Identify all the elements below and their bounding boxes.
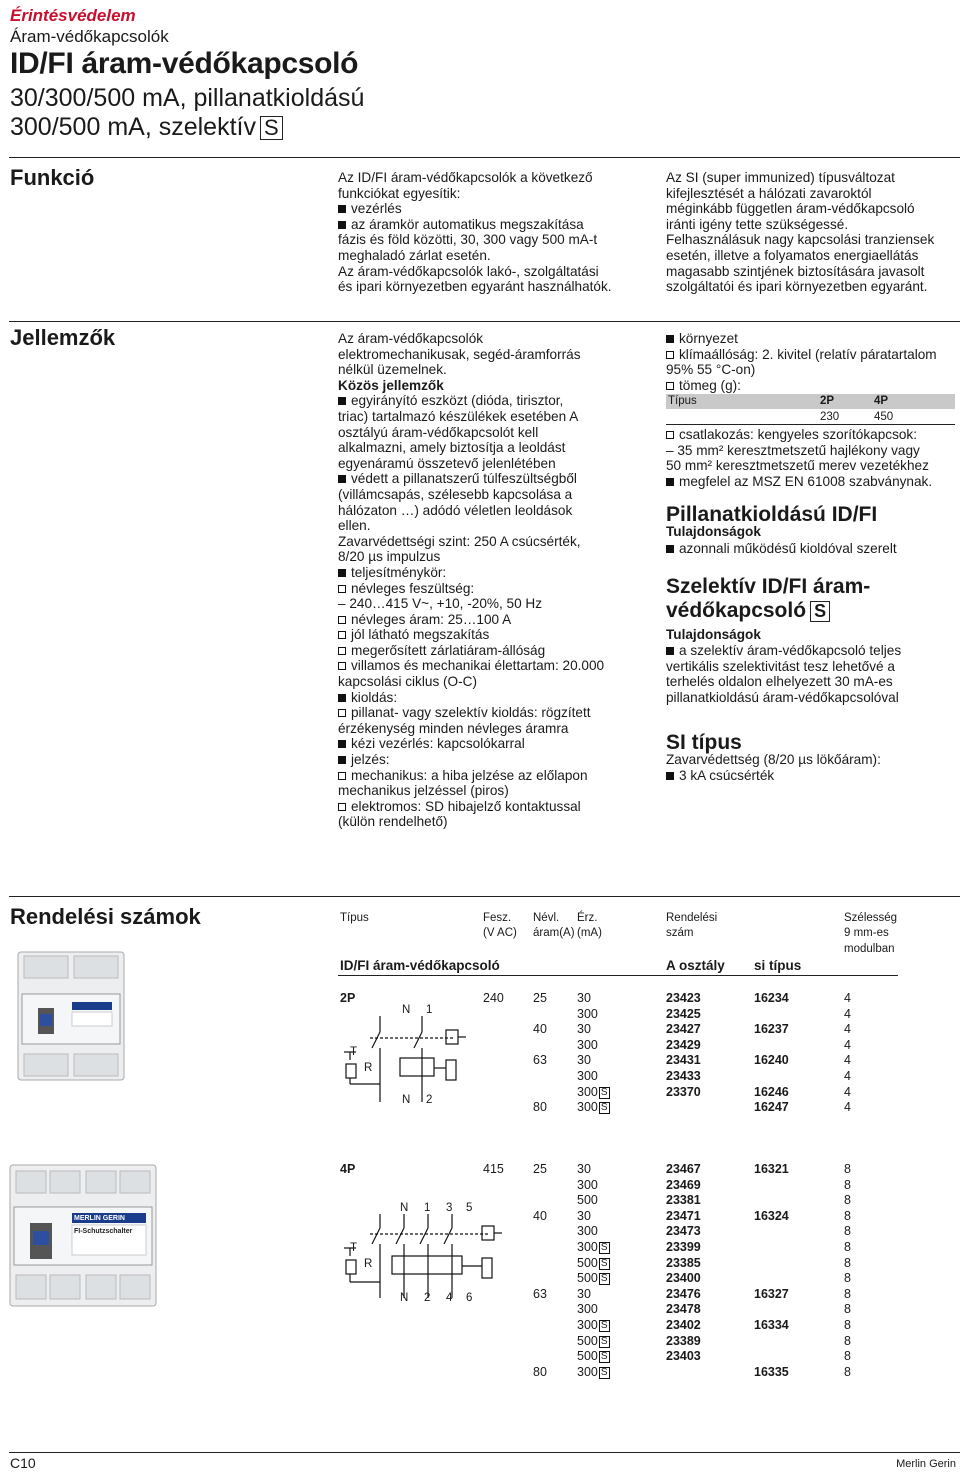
order-subheader: [338, 957, 898, 976]
order-si-cell: 16234: [754, 991, 789, 1005]
text-line: 8/20 µs impulzus: [338, 549, 441, 565]
order-table-header: [338, 911, 898, 955]
selective-s-symbol: S: [810, 601, 830, 622]
sub-bullet-item: klímaállóság: 2. kivitel (relatív páratartalom: [666, 347, 960, 363]
table-row: [338, 1363, 898, 1379]
order-a-cell: 23381: [666, 1193, 701, 1208]
order-a-cell: 23471: [666, 1208, 701, 1223]
text-line: – 35 mm² keresztmetszetű hajlékony vagy: [666, 442, 920, 458]
text-line: fázis és föld közötti, 30, 300 vagy 500 mA-t: [338, 232, 598, 248]
text-line: 50 mm² keresztmetszetű merev vezetékhez: [666, 458, 929, 474]
text-line: nélkül üzemelnek.: [338, 362, 447, 378]
text-line: Felhasználásuk nagy kapcsolási tranziensek: [666, 232, 935, 248]
order-a-cell: 23423: [666, 991, 701, 1005]
width-cell: 4: [844, 1022, 851, 1037]
subcategory-label: Áram-védőkapcsolók: [10, 27, 169, 46]
weight-head-2p: 2P: [820, 395, 835, 407]
weight-head-4p: 4P: [874, 395, 889, 407]
width-cell: 4: [844, 1037, 851, 1052]
order-si-cell: 16240: [754, 1053, 789, 1068]
sensitivity-cell: 300 S: [577, 1239, 608, 1254]
subtitle-1: 30/300/500 mA, pillanatkioldású: [10, 84, 365, 112]
text-line: funkciókat egyesítik:: [338, 185, 461, 201]
szelektiv-title-1: Szelektív ID/FI áram-: [666, 575, 871, 598]
width-cell: 8: [844, 1162, 851, 1176]
order-si-cell: 16324: [754, 1208, 789, 1223]
weight-4p-value: 450: [874, 411, 894, 423]
col-head-order: Rendelési: [666, 912, 718, 924]
order-a-cell: 23389: [666, 1333, 701, 1348]
bullet-item: kioldás:: [338, 690, 648, 706]
selective-s-symbol: S: [600, 1366, 608, 1378]
text-line: pillanatkioldású áram-védőkapcsolóval: [666, 689, 899, 705]
section-title-jellemzok: Jellemzők: [10, 325, 116, 350]
weight-table-row: [666, 409, 955, 425]
col-head-current-unit: áram(A): [533, 927, 575, 939]
sensitivity-cell: 30: [577, 991, 591, 1005]
weight-table: [666, 394, 955, 425]
order-si-cell: 16246: [754, 1084, 789, 1099]
table-row: [338, 1347, 898, 1363]
amp-cell: 25: [533, 991, 547, 1005]
width-cell: 4: [844, 1053, 851, 1068]
divider: [9, 157, 960, 158]
text-line: Az SI (super immunized) típusváltozat: [666, 170, 895, 185]
sensitivity-cell: 300: [577, 1068, 598, 1083]
szelektiv-title-2-text: védőkapcsoló: [666, 599, 807, 622]
sub-bullet-item: névleges áram: 25…100 A: [338, 612, 648, 628]
bullet-item: egyirányító eszközt (dióda, tirisztor,: [338, 393, 648, 409]
sensitivity-cell: 30: [577, 1208, 591, 1223]
amp-cell: 40: [533, 1208, 547, 1223]
sub-bullet-item: tömeg (g):: [666, 378, 960, 394]
sensitivity-cell: 300 S: [577, 1317, 608, 1332]
order-si-cell: 16334: [754, 1317, 789, 1332]
width-cell: 8: [844, 1364, 851, 1379]
bullet-item: vezérlés: [338, 201, 648, 217]
amp-cell: 25: [533, 1162, 547, 1176]
subhead-name: ID/FI áram-védőkapcsoló: [340, 958, 500, 973]
divider: [9, 321, 960, 322]
col-head-current: Névl.: [533, 912, 560, 924]
subtitle-2-text: 300/500 mA, szelektív: [10, 113, 256, 141]
order-a-cell: 23478: [666, 1302, 701, 1317]
product-image-4p: [8, 1163, 158, 1308]
order-si-cell: 16327: [754, 1286, 789, 1301]
text-line: Az áram-védőkapcsolók: [338, 331, 484, 346]
diag4-t-label: T: [350, 1242, 358, 1254]
sensitivity-cell: 300: [577, 1037, 598, 1052]
width-cell: 8: [844, 1255, 851, 1270]
sub-bullet-item: névleges feszültség:: [338, 581, 648, 597]
width-cell: 8: [844, 1224, 851, 1239]
col-head-sensitivity-unit: (mA): [577, 927, 602, 939]
width-cell: 8: [844, 1177, 851, 1192]
text-line: – 240…415 V~, +10, -20%, 50 Hz: [338, 596, 543, 612]
pillanat-title: Pillanatkioldású ID/FI: [666, 503, 878, 526]
selective-s-symbol: S: [600, 1335, 608, 1347]
subhead-si-type: si típus: [754, 958, 802, 973]
order-si-cell: 16237: [754, 1022, 789, 1037]
width-cell: 4: [844, 1006, 851, 1021]
sub-bullet-item: megerősített zárlatiáram-állóság: [338, 643, 648, 659]
szelektiv-items: [666, 643, 960, 705]
page-number: C10: [10, 1455, 36, 1471]
selective-s-symbol: S: [600, 1086, 608, 1098]
group-2p-type: 2P: [340, 991, 356, 1005]
funkcio-column-1: [338, 170, 648, 295]
wiring-diagram-2p: [342, 1002, 482, 1112]
col-head-width-3: modulban: [844, 943, 895, 955]
bullet-item: környezet: [666, 331, 960, 347]
divider: [9, 1452, 960, 1453]
diag-t-label: T: [350, 1046, 358, 1058]
diag4-5-label: 5: [466, 1202, 473, 1214]
amp-cell: 80: [533, 1364, 547, 1379]
text-line: mechanikus jelzéssel (piros): [338, 783, 509, 799]
col-head-type: Típus: [340, 912, 369, 924]
text-line: alkalmazni, amely biztosítja a leoldást: [338, 440, 566, 456]
col-head-width: Szélesség: [844, 912, 898, 924]
text-line: szolgáltatói és ipari környezetben egyaránt.: [666, 279, 928, 295]
order-a-cell: 23429: [666, 1037, 701, 1052]
sensitivity-cell: 300: [577, 1006, 598, 1021]
width-cell: 8: [844, 1193, 851, 1208]
sensitivity-cell: 300: [577, 1302, 598, 1317]
text-line: magasabb szintjének biztosítására javasolt: [666, 263, 925, 279]
diag4-r-label: R: [364, 1258, 373, 1270]
order-a-cell: 23402: [666, 1317, 701, 1332]
sub-bullet-item: mechanikus: a hiba jelzése az előlapon: [338, 768, 648, 784]
bullet-item: megfelel az MSZ EN 61008 szabványnak.: [666, 474, 960, 490]
pillanat-items: [666, 541, 960, 557]
width-cell: 8: [844, 1239, 851, 1254]
page-title: ID/FI áram-védőkapcsoló: [10, 47, 359, 80]
width-cell: 8: [844, 1349, 851, 1364]
order-a-cell: 23427: [666, 1022, 701, 1037]
jellemzok-column-1: [338, 331, 648, 830]
sensitivity-cell: 300: [577, 1224, 598, 1239]
width-cell: 4: [844, 1100, 851, 1115]
col-head-width-2: 9 mm-es: [844, 927, 889, 939]
selective-s-symbol: S: [600, 1257, 608, 1269]
diag4-2-label: 2: [424, 1292, 431, 1304]
section-title-rendelesi: Rendelési számok: [10, 904, 201, 929]
sensitivity-cell: 500 S: [577, 1349, 608, 1364]
amp-cell: 40: [533, 1022, 547, 1037]
text-line: kifejlesztését a hálózati zavaroktól: [666, 185, 872, 201]
group-4p-type: 4P: [340, 1162, 356, 1176]
order-a-cell: 23473: [666, 1224, 701, 1239]
text-line: terhelés oldalon elhelyezett 30 mA-es: [666, 674, 893, 690]
sensitivity-cell: 500 S: [577, 1271, 608, 1286]
sensitivity-cell: 300 S: [577, 1100, 608, 1115]
category-label: Érintésvédelem: [10, 6, 136, 25]
footer-brand: Merlin Gerin: [896, 1458, 956, 1470]
width-cell: 8: [844, 1286, 851, 1301]
table-row: [338, 1176, 898, 1192]
sub-bullet-item: csatlakozás: kengyeles szorítókapcsok:: [666, 427, 960, 443]
text-line: méginkább független áram-védőkapcsoló: [666, 201, 915, 217]
selective-s-symbol: S: [600, 1241, 608, 1253]
group-4p-voltage: 415: [483, 1162, 504, 1176]
text-line: (villámcsapás, szélesebb kapcsolása a: [338, 486, 573, 502]
weight-table-header: [666, 394, 955, 409]
sensitivity-cell: 30: [577, 1022, 591, 1037]
bullet-item: védett a pillanatszerű túlfeszültségből: [338, 471, 648, 487]
text-line: érzékenység minden névleges áramra: [338, 720, 569, 736]
text-line: esetén, illetve a folyamatos energiaellátás: [666, 247, 919, 263]
section-title-funkcio: Funkció: [10, 165, 95, 190]
diag-r-label: R: [364, 1062, 373, 1074]
selective-s-symbol: S: [600, 1351, 608, 1363]
szelektiv-title-2: [666, 598, 830, 623]
pillanat-prop-label: Tulajdonságok: [666, 524, 761, 539]
col-head-voltage-unit: (V AC): [483, 927, 517, 939]
funkcio-column-2: [666, 170, 960, 295]
width-cell: 8: [844, 1317, 851, 1332]
width-cell: 8: [844, 1271, 851, 1286]
table-row: [338, 1332, 898, 1348]
order-a-cell: 23399: [666, 1239, 701, 1254]
diag4-3-label: 3: [446, 1202, 453, 1214]
selective-s-symbol: S: [600, 1102, 608, 1114]
product-image-2p: [16, 950, 126, 1082]
text-line: (külön rendelhető): [338, 814, 448, 830]
sub-bullet-item: elektromos: SD hibajelző kontaktussal: [338, 799, 648, 815]
sub-bullet-item: jól látható megszakítás: [338, 627, 648, 643]
product-name: FI-Schutzschalter: [74, 1228, 133, 1235]
si-items: [666, 752, 960, 783]
text-line: elektromechanikusak, segéd-áramforrás: [338, 346, 581, 362]
subheading: Közös jellemzők: [338, 377, 444, 393]
subtitle-2: [10, 113, 283, 142]
diag-n-label-bottom: N: [402, 1094, 411, 1106]
sensitivity-cell: 500 S: [577, 1333, 608, 1348]
sensitivity-cell: 30: [577, 1162, 591, 1176]
amp-cell: 63: [533, 1286, 547, 1301]
text-line: 95% 55 °C-on): [666, 362, 756, 378]
diag-1-label: 1: [426, 1004, 433, 1016]
text-line: Az ID/FI áram-védőkapcsolók a következő: [338, 170, 593, 185]
diag4-n-label-bottom: N: [400, 1292, 409, 1304]
order-si-cell: 16247: [754, 1100, 789, 1115]
bullet-item: 3 kA csúcsérték: [666, 768, 960, 784]
selective-s-symbol: S: [600, 1319, 608, 1331]
sensitivity-cell: 500: [577, 1193, 598, 1208]
diag4-4-label: 4: [446, 1292, 453, 1304]
sensitivity-cell: 300: [577, 1177, 598, 1192]
szelektiv-prop-label: Tulajdonságok: [666, 627, 761, 642]
order-a-cell: 23476: [666, 1286, 701, 1301]
product-brand: MERLIN GERIN: [74, 1215, 125, 1222]
diag-n-label: N: [402, 1004, 411, 1016]
order-a-cell: 23425: [666, 1006, 701, 1021]
sub-bullet-item: pillanat- vagy szelektív kioldás: rögzített: [338, 705, 648, 721]
order-a-cell: 23400: [666, 1271, 701, 1286]
diag-2-label: 2: [426, 1094, 433, 1106]
bullet-item: a szelektív áram-védőkapcsoló teljes: [666, 643, 960, 659]
si-title: SI típus: [666, 731, 742, 754]
group-2p-voltage: 240: [483, 991, 504, 1005]
col-head-order-2: szám: [666, 927, 694, 939]
text-line: egyenáramú összetevő jelenlétében: [338, 455, 556, 471]
bullet-item: azonnali működésű kioldóval szerelt: [666, 541, 960, 557]
sensitivity-cell: 300 S: [577, 1084, 608, 1099]
text-line: Az áram-védőkapcsolók lakó-, szolgáltatási: [338, 263, 599, 279]
bullet-item: kézi vezérlés: kapcsolókarral: [338, 736, 648, 752]
weight-2p-value: 230: [820, 411, 840, 423]
width-cell: 4: [844, 991, 851, 1005]
text-line: triac) tartalmazó készülékek esetében A: [338, 408, 579, 424]
text-line: hálózaton …) adódó véletlen leoldások: [338, 502, 573, 518]
col-head-sensitivity: Érz.: [577, 912, 598, 924]
width-cell: 8: [844, 1302, 851, 1317]
jellemzok-column-2-top: [666, 331, 960, 393]
amp-cell: 63: [533, 1053, 547, 1068]
order-a-cell: 23467: [666, 1162, 701, 1176]
order-a-cell: 23403: [666, 1349, 701, 1364]
order-si-cell: 16335: [754, 1364, 789, 1379]
text-line: iránti igény tette szükségessé.: [666, 216, 849, 232]
diag4-6-label: 6: [466, 1292, 473, 1304]
sensitivity-cell: 300 S: [577, 1364, 608, 1379]
order-a-cell: 23370: [666, 1084, 701, 1099]
order-a-cell: 23431: [666, 1053, 701, 1068]
sub-bullet-item: villamos és mechanikai élettartam: 20.000: [338, 658, 648, 674]
text-line: meghaladó zárlat esetén.: [338, 247, 491, 263]
text-line: kapcsolási ciklus (O-C): [338, 674, 477, 690]
jellemzok-column-2-mid: [666, 427, 960, 489]
text-line: osztályú áram-védőkapcsolót kell: [338, 424, 539, 440]
width-cell: 8: [844, 1208, 851, 1223]
bullet-item: teljesítménykör:: [338, 565, 648, 581]
order-a-cell: 23469: [666, 1177, 701, 1192]
sensitivity-cell: 500 S: [577, 1255, 608, 1270]
table-row: [338, 1316, 898, 1332]
selective-s-symbol: S: [260, 116, 283, 140]
table-row: [338, 1160, 898, 1176]
text-line: vertikális szelektivitást tesz lehetővé a: [666, 658, 895, 674]
diag4-n-label: N: [400, 1202, 409, 1214]
diag4-1-label: 1: [424, 1202, 431, 1214]
text-line: Zavarvédettségi szint: 250 A csúcsérték,: [338, 533, 581, 549]
order-a-cell: 23385: [666, 1255, 701, 1270]
sensitivity-cell: 30: [577, 1286, 591, 1301]
subhead-a-class: A osztály: [666, 958, 725, 973]
width-cell: 4: [844, 1084, 851, 1099]
selective-s-symbol: S: [600, 1273, 608, 1285]
weight-head-type: Típus: [668, 395, 697, 407]
text-line: ellen.: [338, 518, 371, 534]
divider: [9, 896, 960, 897]
col-head-voltage: Fesz.: [483, 912, 512, 924]
order-a-cell: 23433: [666, 1068, 701, 1083]
width-cell: 8: [844, 1333, 851, 1348]
sensitivity-cell: 30: [577, 1053, 591, 1068]
wiring-diagram-4p: [342, 1200, 512, 1308]
text-line: Zavarvédettség (8/20 µs lökőáram):: [666, 752, 881, 767]
text-line: és ipari környezetben egyaránt használhatók.: [338, 279, 612, 295]
width-cell: 4: [844, 1068, 851, 1083]
order-si-cell: 16321: [754, 1162, 789, 1176]
bullet-item: az áramkör automatikus megszakítása: [338, 217, 648, 233]
bullet-item: jelzés:: [338, 752, 648, 768]
amp-cell: 80: [533, 1100, 547, 1115]
